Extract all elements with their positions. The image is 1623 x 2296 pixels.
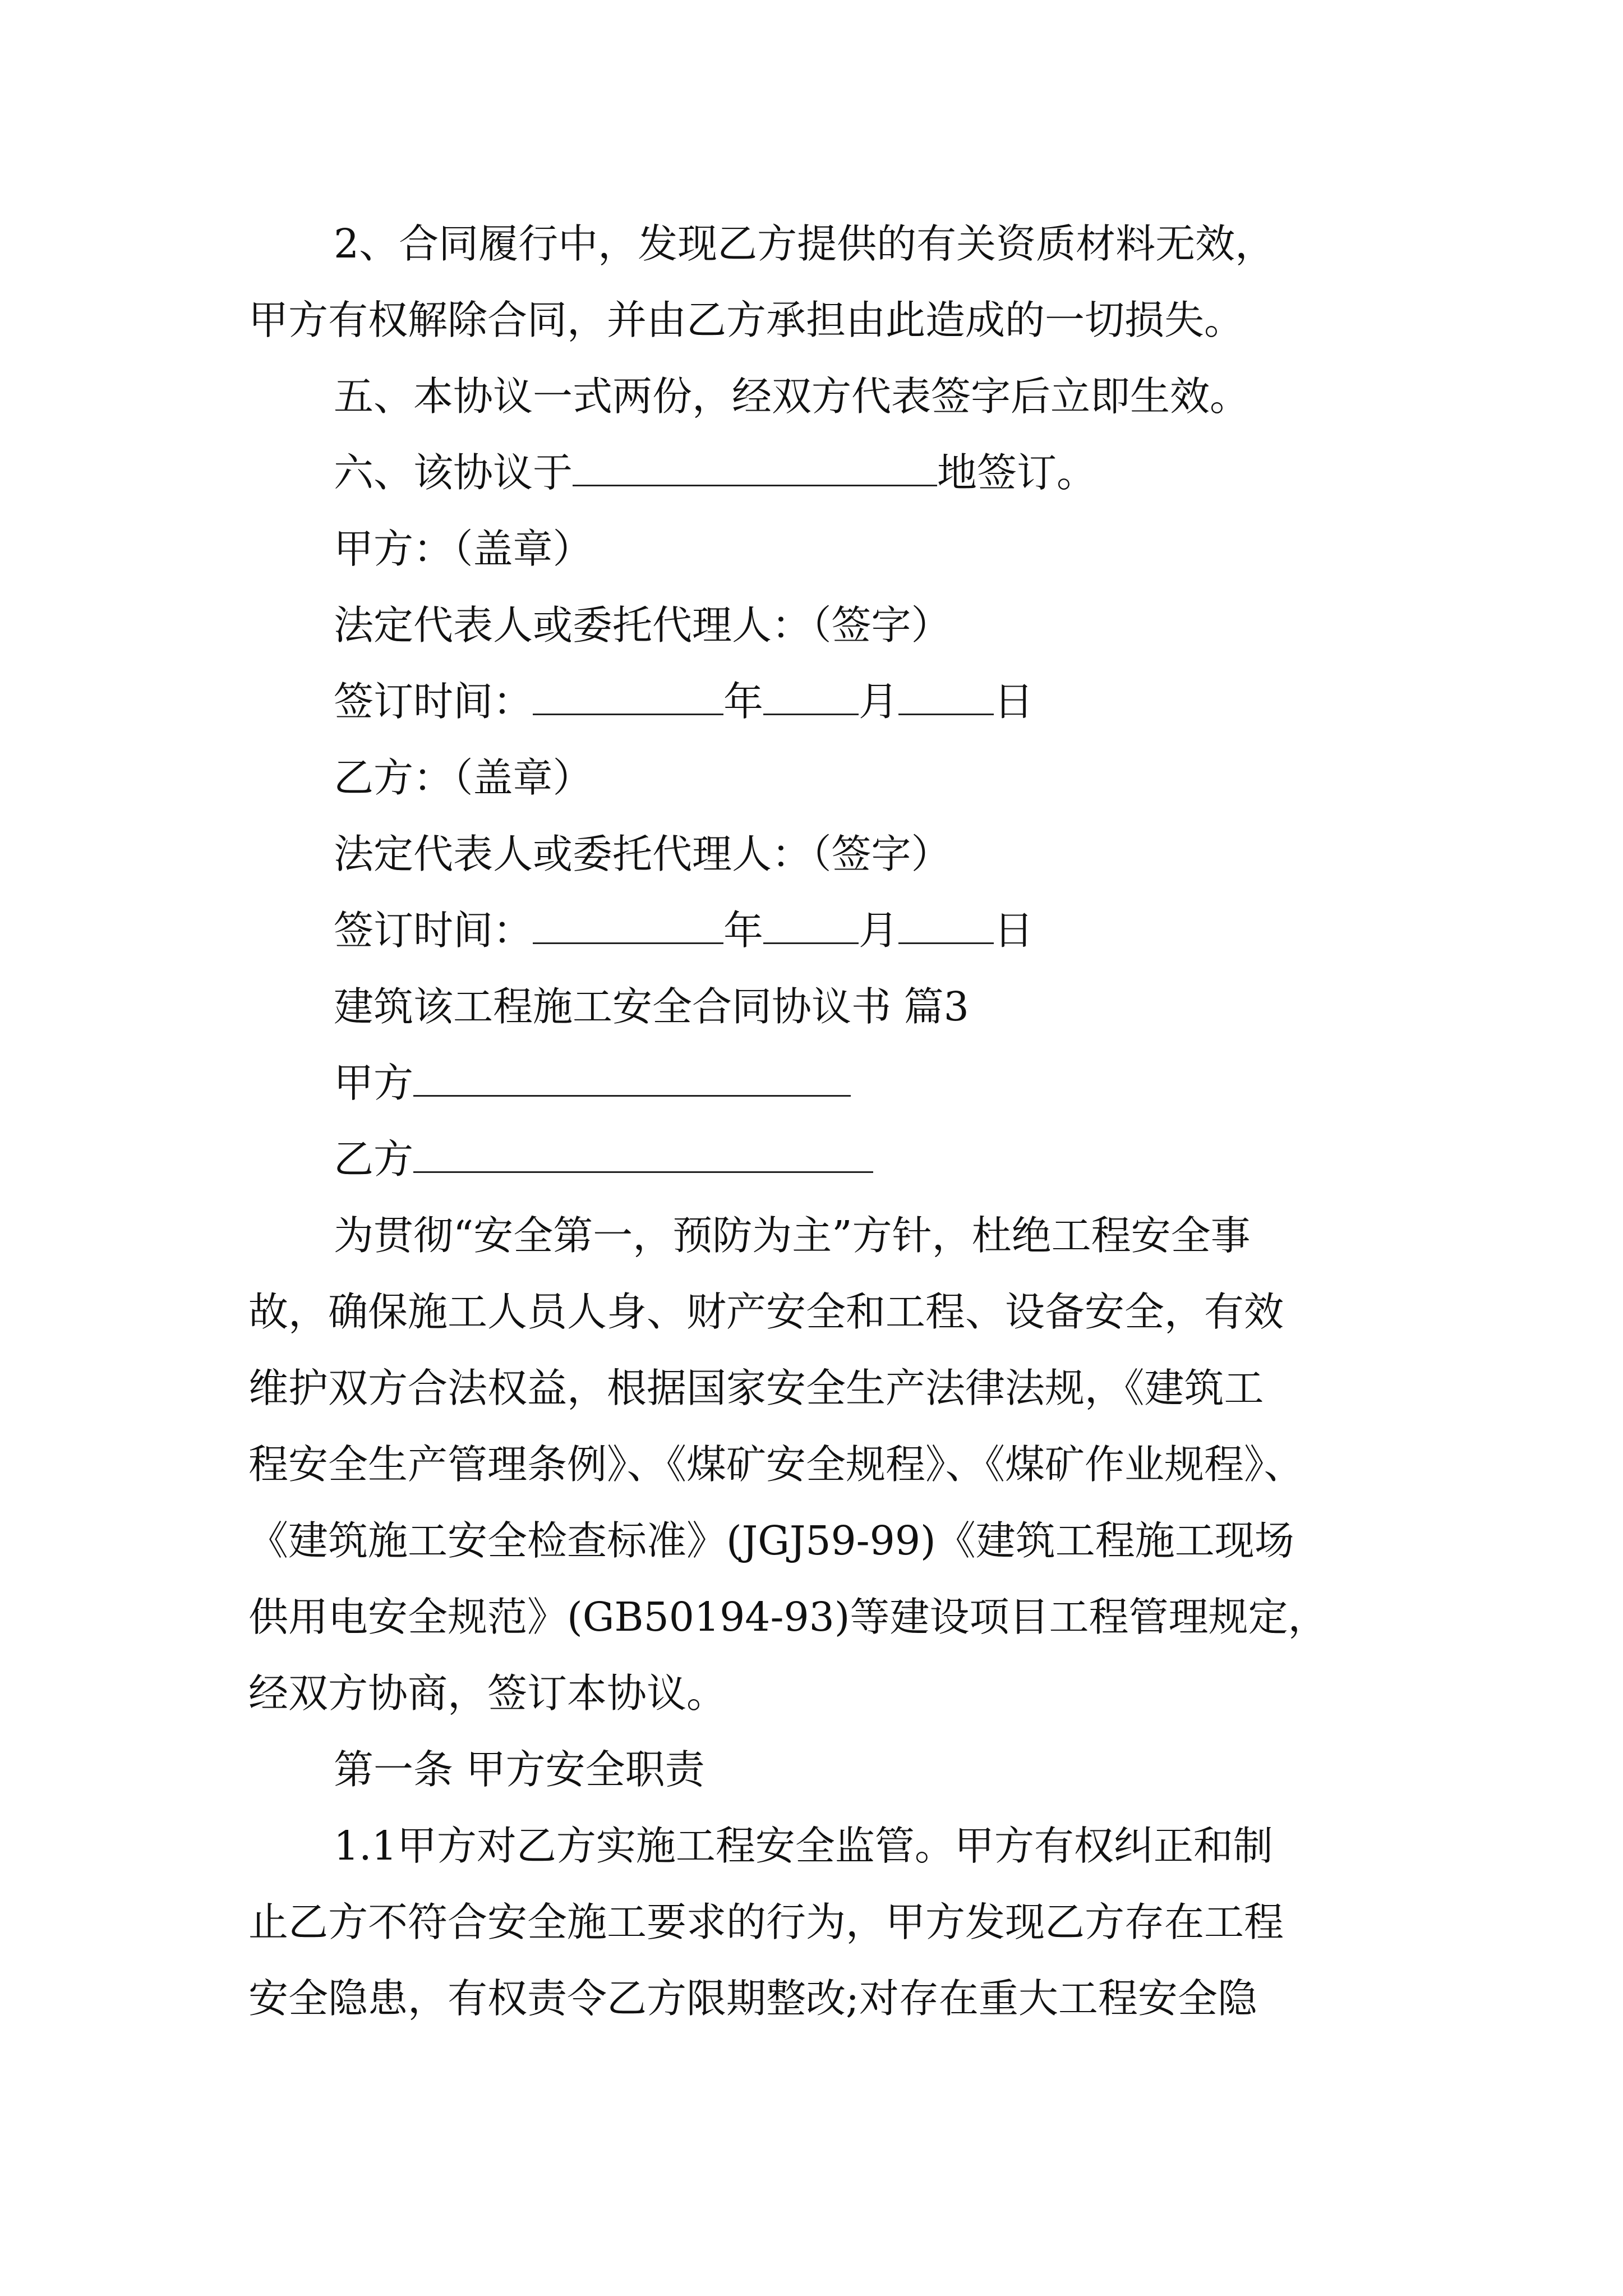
day-blank bbox=[898, 680, 994, 715]
paragraph-line: 甲方有权解除合同，并由乙方承担由此造成的一切损失。 bbox=[248, 297, 1244, 343]
paragraph-line: 安全隐患，有权责令乙方限期整改;对存在重大工程安全隐 bbox=[248, 1975, 1257, 2022]
paragraph-line: 1.1甲方对乙方实施工程安全监管。甲方有权纠正和制 bbox=[334, 1823, 1273, 1869]
paragraph-line: 《建筑施工安全检查标准》(JGJ59-99)《建筑工程施工现场 bbox=[248, 1517, 1294, 1564]
party-b-date-line: 签订时间： 年 月 日 bbox=[334, 907, 1034, 954]
party-b-representative-line: 法定代表人或委托代理人：（签字） bbox=[334, 831, 951, 877]
paragraph-line: 维护双方合法权益，根据国家安全生产法律法规，《建筑工 bbox=[248, 1365, 1264, 1411]
signing-location-line: 六、该协议于 地签订。 bbox=[334, 449, 1097, 496]
year-blank bbox=[533, 909, 723, 944]
month-blank bbox=[763, 680, 859, 715]
party-a-representative-line: 法定代表人或委托代理人：（签字） bbox=[334, 602, 951, 648]
paragraph-line: 故，确保施工人员人身、财产安全和工程、设备安全，有效 bbox=[248, 1289, 1284, 1335]
paragraph-line: 止乙方不符合安全施工要求的行为，甲方发现乙方存在工程 bbox=[248, 1899, 1284, 1945]
party-b-blank bbox=[413, 1138, 873, 1173]
party-a-name-line: 甲方 bbox=[248, 1045, 1381, 1121]
document-body bbox=[248, 206, 1381, 2037]
month-blank bbox=[763, 909, 859, 944]
paragraph-line: 为贯彻“安全第一，预防为主”方针，杜绝工程安全事 bbox=[334, 1212, 1251, 1259]
party-b-name-line: 乙方 bbox=[248, 1121, 1381, 1198]
year-blank bbox=[533, 680, 723, 715]
party-b-seal-line: 乙方：（盖章） bbox=[334, 754, 593, 801]
day-blank bbox=[898, 909, 994, 944]
paragraph-line: 五、本协议一式两份，经双方代表签字后立即生效。 bbox=[334, 373, 1250, 420]
paragraph-line: 2、合同履行中，发现乙方提供的有关资质材料无效， bbox=[334, 220, 1275, 267]
article-heading: 第一条 甲方安全职责 bbox=[334, 1746, 705, 1793]
paragraph-line: 程安全生产管理条例》、《煤矿安全规程》、《煤矿作业规程》、 bbox=[248, 1441, 1304, 1488]
party-a-seal-line: 甲方：（盖章） bbox=[334, 526, 593, 572]
paragraph-line: 供用电安全规范》(GB50194-93)等建设项目工程管理规定， bbox=[248, 1594, 1328, 1640]
section-heading: 建筑该工程施工安全合同协议书 篇3 bbox=[334, 983, 969, 1030]
party-a-date-line: 签订时间： 年 月 日 bbox=[334, 678, 1034, 725]
paragraph-line: 经双方协商，签订本协议。 bbox=[248, 1670, 727, 1717]
party-a-blank bbox=[413, 1061, 851, 1097]
location-blank bbox=[573, 451, 937, 486]
